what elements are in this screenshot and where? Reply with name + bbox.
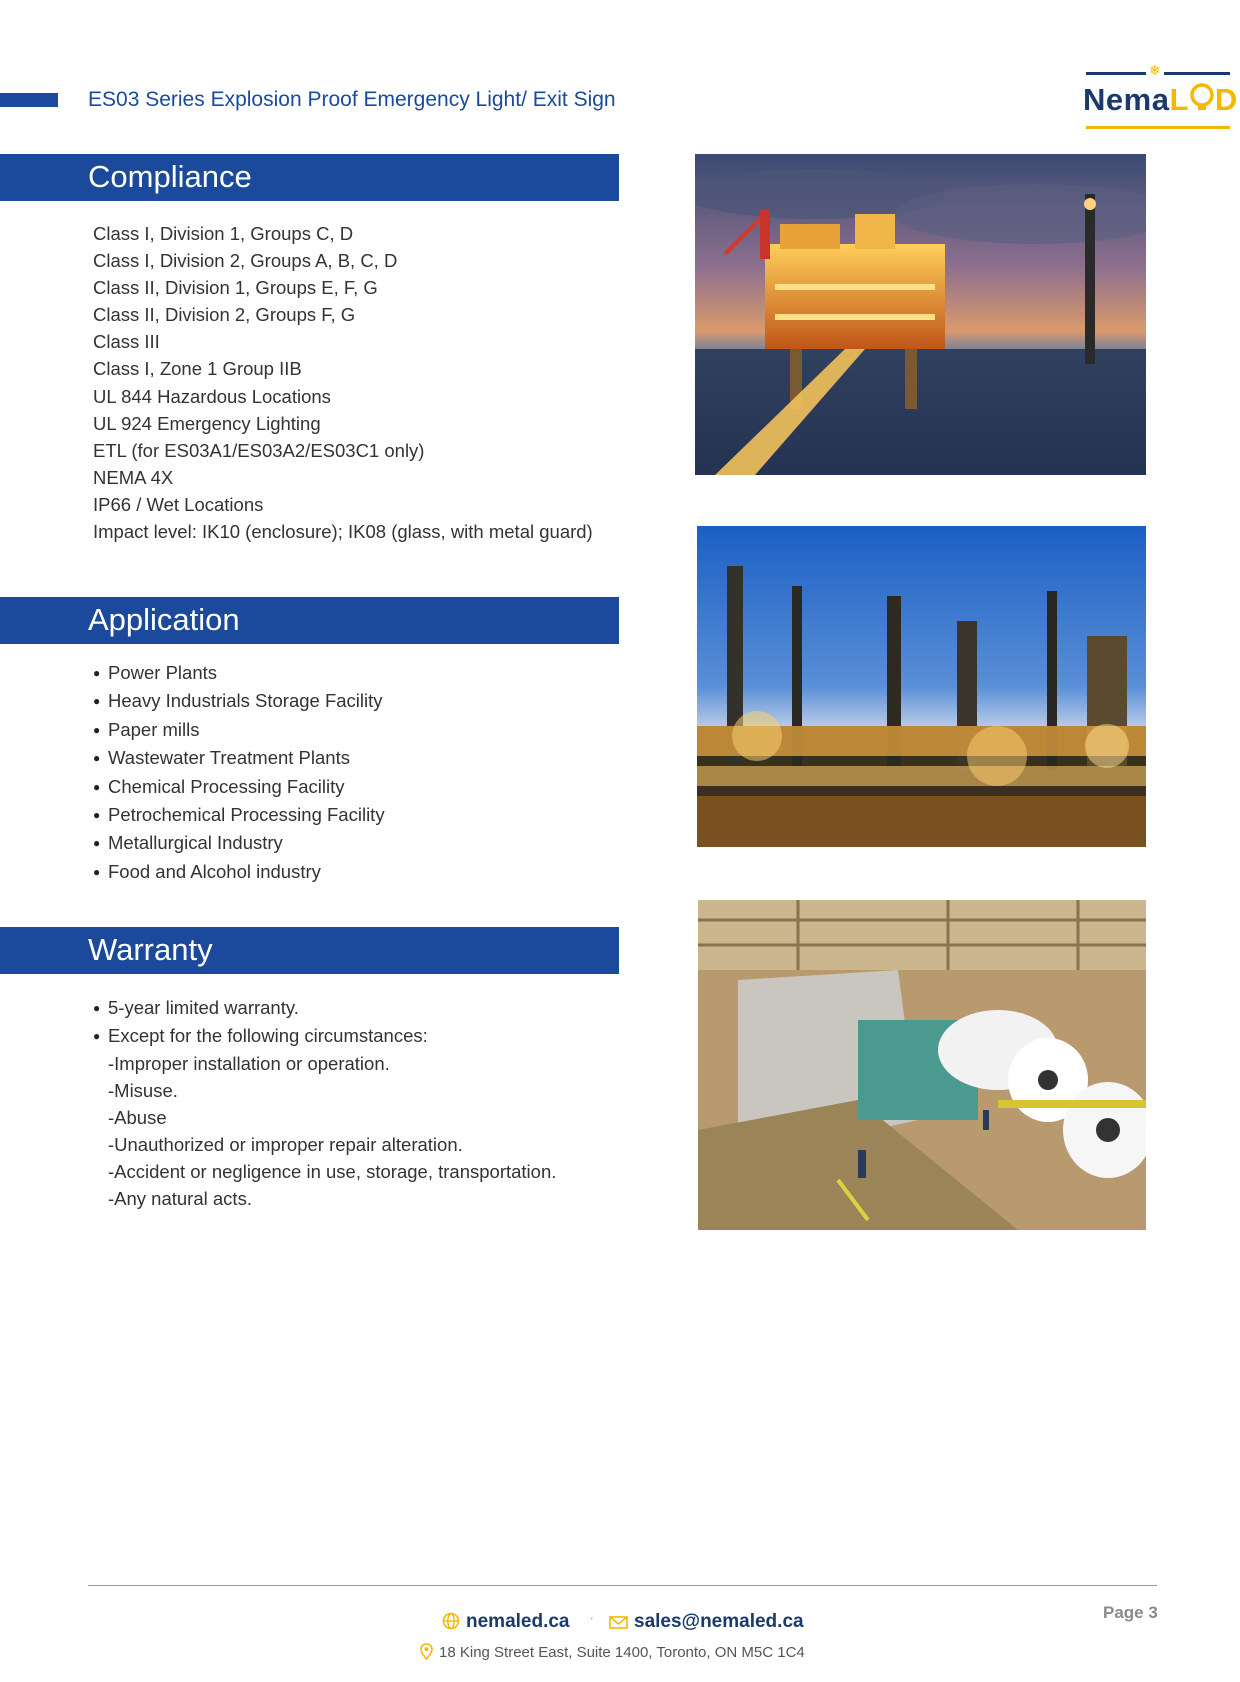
application-section-header bbox=[0, 597, 619, 644]
location-pin-icon bbox=[420, 1643, 433, 1660]
logo-text-l: L bbox=[1169, 82, 1189, 117]
list-item: Class I, Zone 1 Group IIB bbox=[93, 358, 302, 380]
list-item: -Unauthorized or improper repair alteration. bbox=[108, 1134, 463, 1155]
header-accent-bar bbox=[0, 93, 58, 107]
list-item: IP66 / Wet Locations bbox=[93, 493, 264, 515]
address-text: 18 King Street East, Suite 1400, Toronto, ON M5C 1C4 bbox=[439, 1644, 805, 1661]
compliance-list bbox=[93, 220, 593, 545]
email-link[interactable] bbox=[609, 1611, 804, 1633]
paper-mill-photo bbox=[698, 900, 1146, 1230]
list-item: UL 924 Emergency Lighting bbox=[93, 412, 321, 434]
list-item: ● Petrochemical Processing Facility bbox=[93, 801, 385, 829]
list-item: Class I, Division 2, Groups A, B, C, D bbox=[93, 250, 398, 272]
logo-bottom-line bbox=[1086, 126, 1230, 129]
footer-separator: · bbox=[589, 1610, 595, 1627]
list-item: ● Heavy Industrials Storage Facility bbox=[93, 687, 385, 715]
website-text: nemaled.ca bbox=[466, 1611, 570, 1632]
list-item: -Abuse bbox=[108, 1107, 167, 1128]
application-title: Application bbox=[88, 602, 240, 637]
list-item: NEMA 4X bbox=[93, 466, 174, 488]
warranty-list bbox=[93, 994, 556, 1212]
list-item: Class I, Division 1, Groups C, D bbox=[93, 223, 354, 244]
compliance-section-header bbox=[0, 154, 619, 201]
list-item: ● Chemical Processing Facility bbox=[93, 773, 385, 801]
list-item: Class II, Division 1, Groups E, F, G bbox=[93, 277, 378, 299]
application-list bbox=[93, 659, 385, 886]
list-item: -Accident or negligence in use, storage, transportation. bbox=[108, 1161, 557, 1182]
logo-text-nema: Nema bbox=[1083, 82, 1170, 117]
page-number: Page 3 bbox=[1103, 1603, 1158, 1622]
email-text: sales@nemaled.ca bbox=[634, 1611, 804, 1632]
list-item: Impact level: IK10 (enclosure); IK08 (glass, with metal guard) bbox=[93, 521, 593, 543]
list-item: ● Wastewater Treatment Plants bbox=[93, 744, 385, 772]
list-item: ETL (for ES03A1/ES03A2/ES03C1 only) bbox=[93, 439, 425, 461]
logo-text-d: D bbox=[1214, 82, 1238, 117]
list-item: Class III bbox=[93, 331, 160, 353]
warranty-section-header bbox=[0, 927, 619, 974]
document-title: ES03 Series Explosion Proof Emergency Light/ Exit Sign bbox=[88, 88, 616, 111]
footer-address bbox=[420, 1643, 805, 1661]
list-item: ● Metallurgical Industry bbox=[93, 829, 385, 857]
list-item: ● 5-year limited warranty. bbox=[93, 994, 556, 1022]
maple-leaf-icon: ❄ bbox=[1146, 62, 1164, 78]
list-item: -Improper installation or operation. bbox=[108, 1053, 390, 1074]
list-item: Class II, Division 2, Groups F, G bbox=[93, 304, 356, 326]
website-link[interactable] bbox=[442, 1611, 570, 1633]
lightbulb-icon bbox=[1189, 83, 1215, 113]
list-item: ● Paper mills bbox=[93, 716, 385, 744]
footer-divider bbox=[88, 1585, 1157, 1586]
globe-icon bbox=[442, 1612, 460, 1630]
list-item: ● Power Plants bbox=[93, 659, 385, 687]
warranty-title: Warranty bbox=[88, 932, 213, 967]
offshore-platform-photo bbox=[695, 154, 1146, 475]
refinery-photo bbox=[697, 526, 1146, 847]
list-item: UL 844 Hazardous Locations bbox=[93, 385, 331, 407]
list-item: -Any natural acts. bbox=[108, 1188, 252, 1209]
list-item: ● Except for the following circumstances: bbox=[93, 1022, 556, 1050]
list-item: -Misuse. bbox=[108, 1080, 178, 1101]
logo-wordmark bbox=[1083, 82, 1238, 118]
envelope-icon bbox=[609, 1615, 628, 1630]
company-logo bbox=[1078, 60, 1238, 135]
list-item: ● Food and Alcohol industry bbox=[93, 858, 385, 886]
compliance-title: Compliance bbox=[88, 159, 252, 194]
